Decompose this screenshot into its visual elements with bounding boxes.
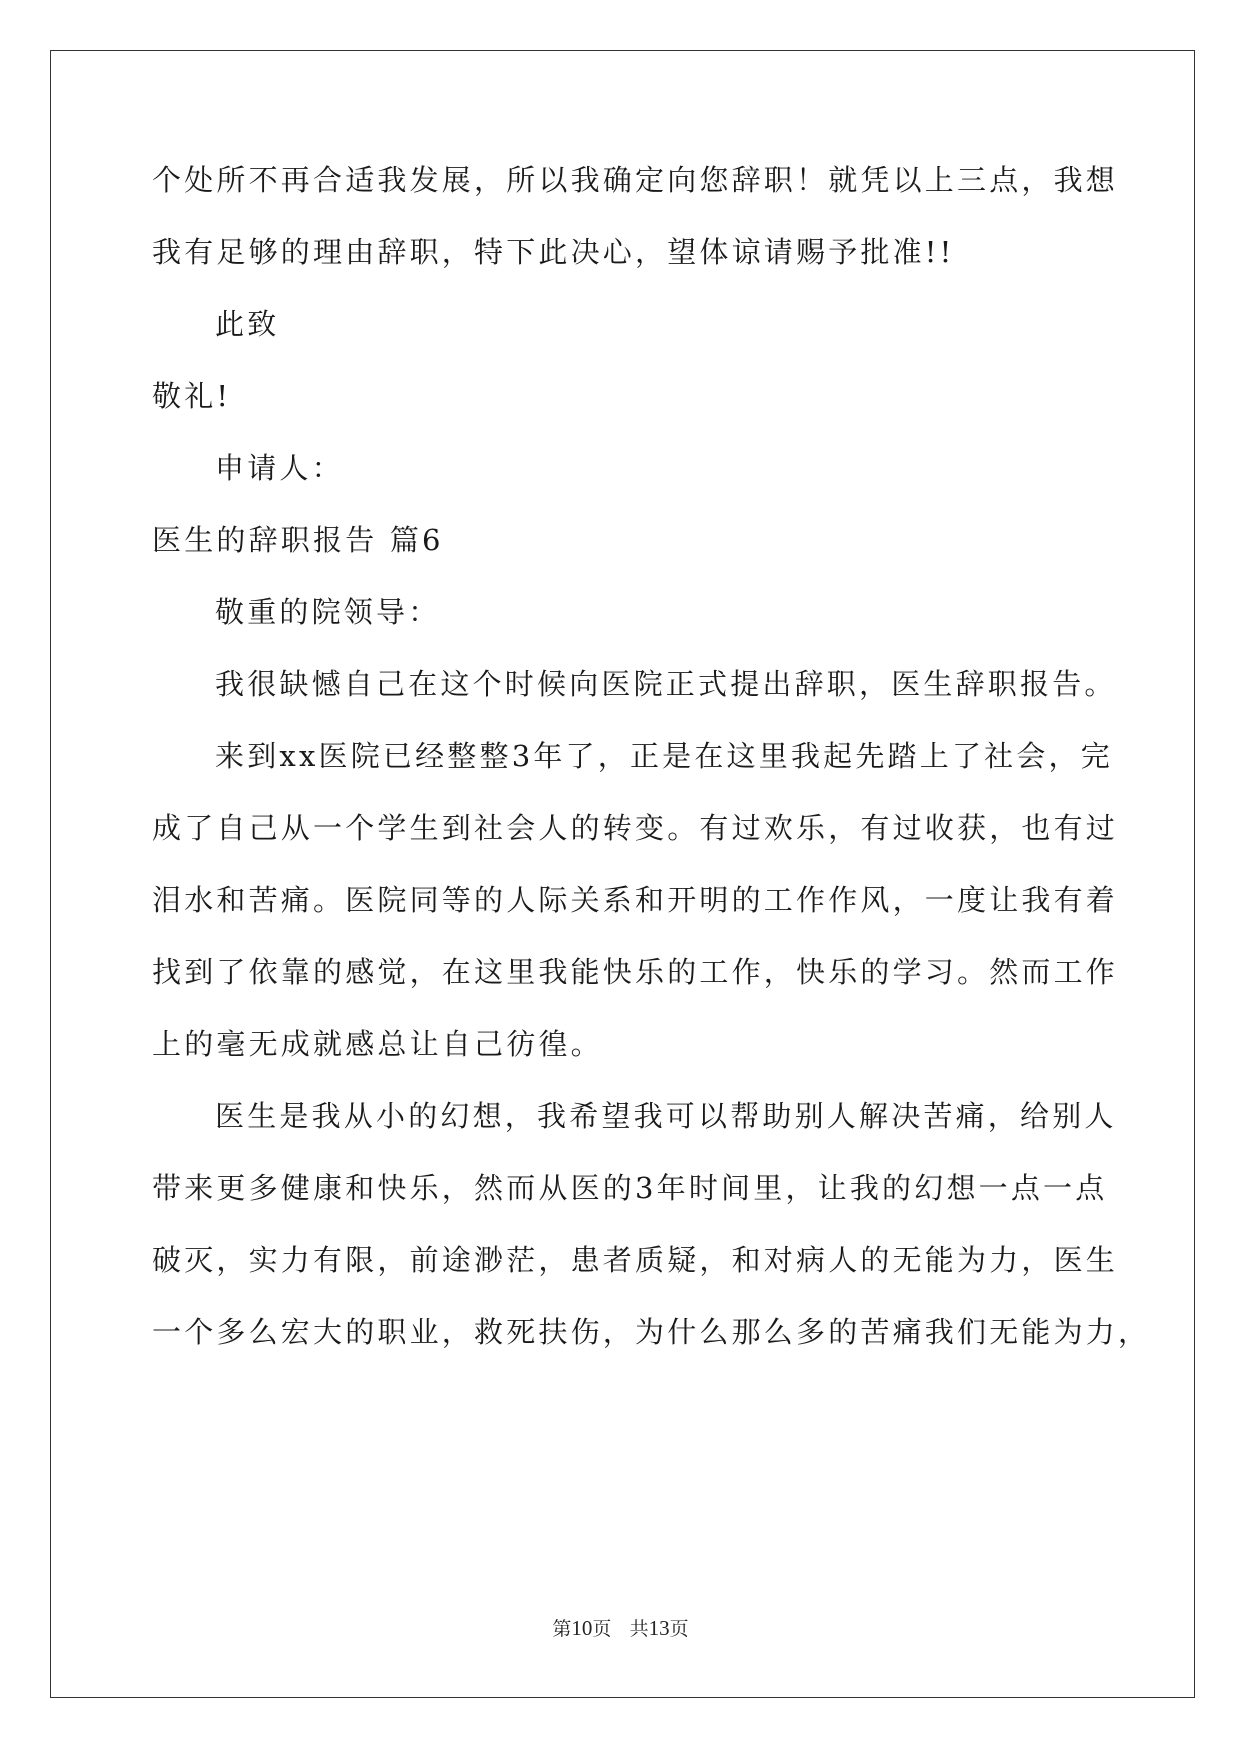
page-prefix: 第 — [552, 1618, 572, 1640]
text-line-16: 破灭，实力有限，前途渺茫，患者质疑，和对病人的无能为力，医生 — [152, 1243, 1119, 1277]
text-line-1: 个处所不再合适我发展，所以我确定向您辞职！就凭以上三点，我想 — [152, 163, 1119, 197]
text-line-17: 一个多么宏大的职业，救死扶伤，为什么那么多的苦痛我们无能为力， — [152, 1315, 1151, 1349]
salutation-closing: 此致 — [215, 307, 280, 341]
text-line-8: 我很缺憾自己在这个时候向医院正式提出辞职，医生辞职报告。 — [215, 667, 1117, 701]
text-line-14: 医生是我从小的幻想，我希望我可以帮助别人解决苦痛，给别人 — [215, 1099, 1117, 1133]
letter-greeting: 敬重的院领导： — [215, 595, 441, 629]
page-border — [50, 50, 1195, 1698]
applicant-label: 申请人： — [215, 451, 344, 485]
text-line-15: 带来更多健康和快乐，然而从医的3年时间里，让我的幻想一点一点 — [152, 1171, 1108, 1205]
text-line-2: 我有足够的理由辞职，特下此决心，望体谅请赐予批准!! — [152, 235, 955, 269]
text-line-10: 成了自己从一个学生到社会人的转变。有过欢乐，有过收获，也有过 — [152, 811, 1119, 845]
text-line-9: 来到xx医院已经整整3年了，正是在这里我起先踏上了社会，完 — [215, 739, 1113, 773]
page-current-number: 10 — [571, 1616, 593, 1640]
total-suffix: 页 — [669, 1618, 689, 1640]
text-line-12: 找到了依靠的感觉，在这里我能快乐的工作，快乐的学习。然而工作 — [152, 955, 1119, 989]
text-line-11: 泪水和苦痛。医院同等的人际关系和开明的工作作风，一度让我有着 — [152, 883, 1119, 917]
page-suffix: 页 — [592, 1618, 612, 1640]
page-footer — [0, 1614, 1241, 1641]
total-prefix: 共 — [629, 1618, 649, 1640]
section-heading: 医生的辞职报告 篇6 — [152, 523, 444, 557]
salutation-regards: 敬礼! — [152, 379, 232, 413]
page-total-number: 13 — [648, 1616, 670, 1640]
text-line-13: 上的毫无成就感总让自己彷徨。 — [152, 1027, 603, 1061]
